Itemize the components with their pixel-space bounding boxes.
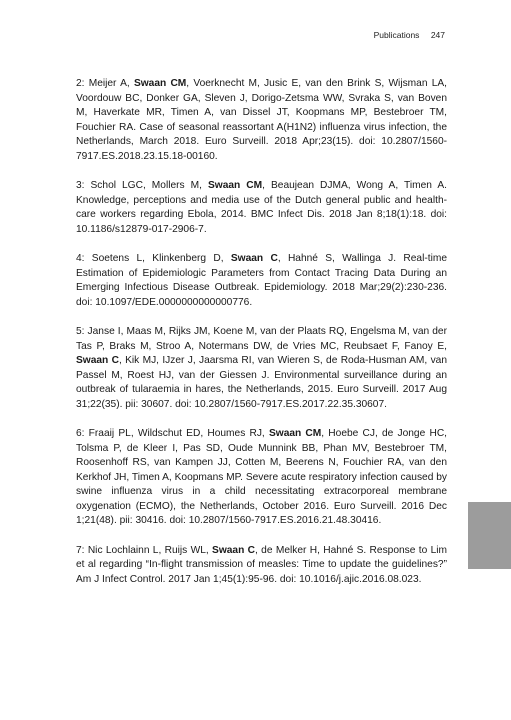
reference-text-end: , Hoebe CJ, de Jonge HC, Tolsma P, de Kleer I, Pas SD, Oude Munnink BB, Phan MV, Bestebroer TM, Roosenhoff RS, van Kampen JJ, Cotten M, Beerens N, Fouchier RA, van den Kerkhof JH, Timen A, Koopmans MP. Severe acute respiratory infection caused by swine influenza virus in a child necessitating extracorporeal membrane oxygenation (ECMO), the Netherlands, October 2016. Euro Surveill. 2016 Dec 1;21(48). pii: 30416. doi: 10.2807/1560-7917.ES.2016.21.48.30416. (76, 428, 448, 526)
running-header (374, 30, 445, 40)
reference-text-start: 6: Fraaij PL, Wildschut ED, Houmes RJ, (76, 428, 269, 439)
reference-item (76, 77, 447, 164)
reference-text-start: 4: Soetens L, Klinkenberg D, (76, 253, 231, 264)
highlighted-author: Swaan CM (268, 428, 322, 439)
reference-text-end: , Beaujean DJMA, Wong A, Timen A. Knowledge, perceptions and media use of the Dutch general public and health-care workers regarding Ebola, 2014. BMC Infect Dis. 2018 Jan 8;18(1):18. doi: 10.1186/s12879-017-2906-7. (76, 180, 447, 235)
highlighted-author: Swaan C (230, 253, 278, 264)
reference-text-end: , Voerknecht M, Jusic E, van den Brink S, Wijsman LA, Voordouw BC, Donker GA, Sleven J, Dorigo-Zetsma WW, Svraka S, van Boven M, Haverkate MR, Timen A, van Dissel JT, Koopmans MP, Bestebroer TM, Fouchier RA. Case of seasonal reassortant A(H1N2) influenza virus infection, the Netherlands, March 2018. Euro Surveill. 2018 Apr;23(15). doi: 10.2807/1560-7917.ES.2018.23.15.18-00160. (76, 78, 447, 162)
chapter-thumb-tab (468, 502, 511, 569)
reference-list (76, 77, 447, 602)
highlighted-author: Swaan CM (208, 180, 263, 191)
reference-text-start: 3: Schol LGC, Mollers M, (76, 180, 208, 191)
reference-text-end: , Kik MJ, IJzer J, Jaarsma RI, van Wieren S, de Roda-Husman AM, van Passel M, Roest HJ, van der Giessen J. Environmental surveillance during an outbreak of tularaemia in hares, the Netherlands, 2015. Euro Surveill. 2017 Aug 31;22(35). pii: 30607. doi: 10.2807/1560-7917.ES.2017.22.35.30607. (76, 355, 448, 410)
reference-text-end: , de Melker H, Hahné S. Response to Lim et al regarding “In-flight transmission of measles: Time to update the guidelines?” Am J Infect Control. 2017 Jan 1;45(1):95-96. doi: 10.1016/j.ajic.2016.08.023. (76, 544, 447, 585)
reference-item (76, 252, 447, 310)
page-number: 247 (430, 30, 445, 40)
reference-item (76, 427, 447, 529)
reference-text-start: 2: Meijer A, (76, 78, 134, 89)
highlighted-author: Swaan C (212, 544, 256, 556)
highlighted-author: Swaan CM (133, 78, 187, 89)
reference-item (76, 325, 447, 412)
highlighted-author: Swaan C (76, 355, 119, 366)
reference-item (76, 179, 447, 237)
reference-text-start: 7: Nic Lochlainn L, Ruijs WL, (76, 544, 213, 556)
reference-text-end: , Hahné S, Wallinga J. Real-time Estimation of Epidemiologic Parameters from Contact Tracing Data During an Emerging Infectious Disease Outbreak. Epidemiology. 2018 Mar;29(2):230-236. doi: 10.1097/EDE.0000000000000776. (76, 253, 447, 308)
reference-text-start: 5: Janse I, Maas M, Rijks JM, Koene M, van der Plaats RQ, Engelsma M, van der Tas P, Braks M, Stroo A, Notermans DW, de Vries MC, Reubsaet F, Fanoy E, (76, 326, 447, 352)
header-section-title: Publications (373, 30, 420, 40)
reference-item (76, 544, 447, 588)
